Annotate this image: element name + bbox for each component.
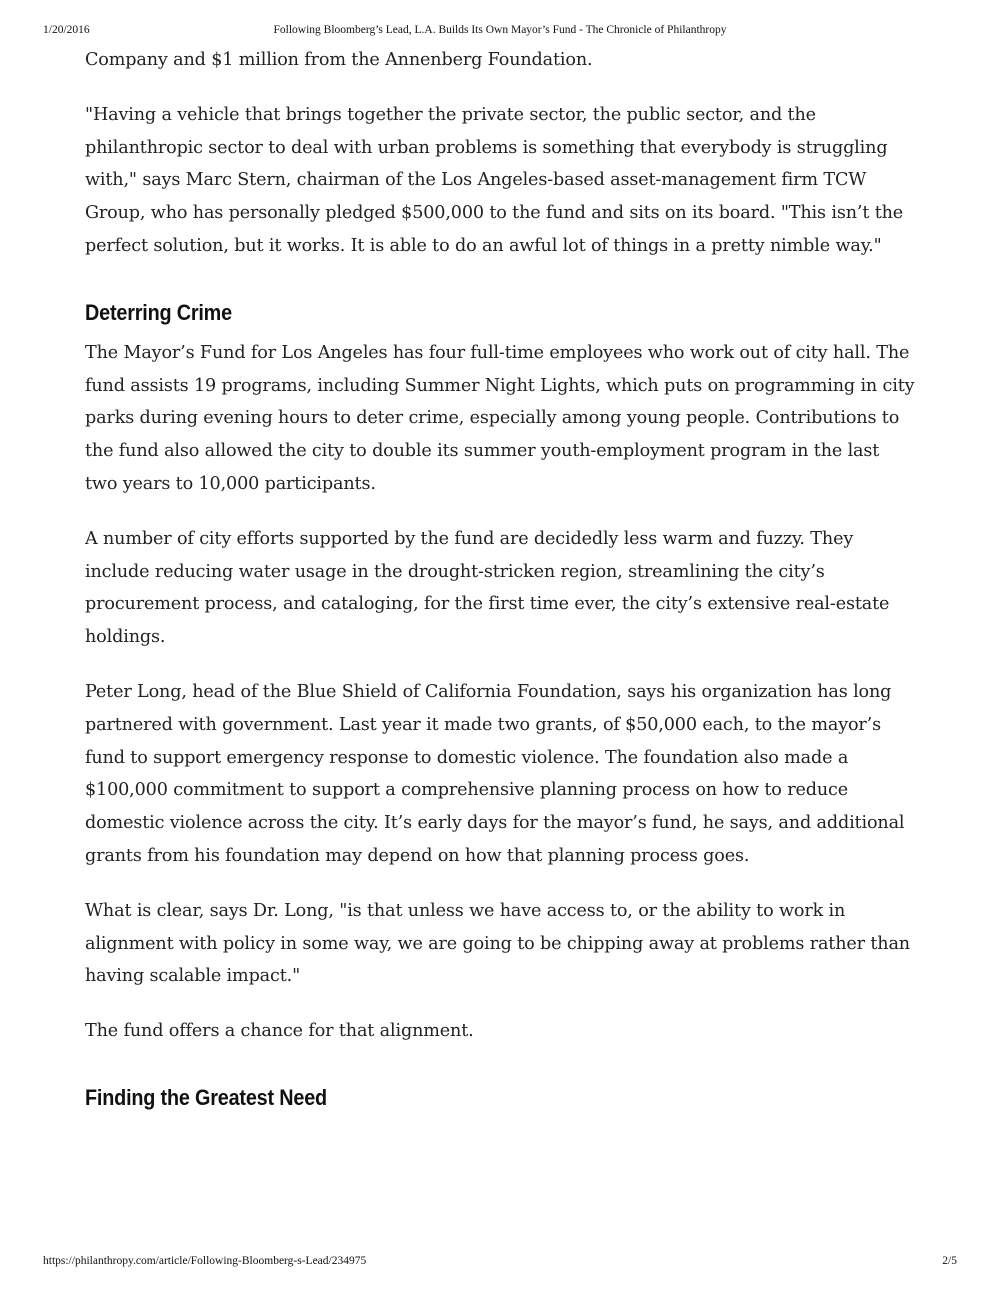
paragraph-annenberg: Company and $1 million from the Annenberg Foundation. [85, 50, 593, 70]
paragraph-alignment: The fund offers a chance for that alignment. [85, 1021, 474, 1042]
page-number: 2/5 [942, 1255, 957, 1267]
print-date: 1/20/2016 [43, 24, 90, 36]
paragraph-employees: The Mayor’s Fund for Los Angeles has four full-time employees who work out of city hall. The fund assists 19 programs, including Summer Night Lights, which puts on programming in city parks during evening hours to deter crime, especially among young people. Contributions to the fund also allowed the city to double its summer youth-employment program in the last two years to 10,000 participants. [85, 342, 915, 494]
paragraph-city-efforts: A number of city efforts supported by the fund are decidedly less warm and fuzzy. They include reducing water usage in the drought-stricken region, streamlining the city’s procurement process, and cataloging, for the first time ever, the city’s extensive real-estate holdings. [85, 528, 890, 648]
print-url[interactable]: https://philanthropy.com/article/Following-Bloomberg-s-Lead/234975 [43, 1255, 367, 1267]
article-body [85, 44, 915, 1122]
section-heading-greatest-need: Finding the Greatest Need [85, 1084, 327, 1110]
print-page-title: Following Bloomberg’s Lead, L.A. Builds Its Own Mayor’s Fund - The Chronicle of Philanthropy [273, 24, 727, 36]
section-heading-deterring-crime: Deterring Crime [85, 299, 232, 325]
print-header [43, 24, 957, 40]
paragraph-long-quote: What is clear, says Dr. Long, "is that unless we have access to, or the ability to work in alignment with policy in some way, we are going to be chipping away at problems rather than having scalable impact." [85, 900, 910, 987]
paragraph-stern-quote: "Having a vehicle that brings together the private sector, the public sector, and the philanthropic sector to deal with urban problems is something that everybody is struggling with," says Marc Stern, chairman of the Los Angeles-based asset-management firm TCW Group, who has personally pledged $500,000 to the fund and sits on its board. "This isn’t the perfect solution, but it works. It is able to do an awful lot of things in a pretty nimble way." [85, 104, 904, 256]
paragraph-peter-long: Peter Long, head of the Blue Shield of California Foundation, says his organization has long partnered with government. Last year it made two grants, of $50,000 each, to the mayor’s fund to support emergency response to domestic violence. The foundation also made a $100,000 commitment to support a comprehensive planning process on how to reduce domestic violence across the city. It’s early days for the mayor’s fund, he says, and additional grants from his foundation may depend on how that planning process goes. [85, 681, 905, 866]
print-footer [43, 1255, 957, 1271]
